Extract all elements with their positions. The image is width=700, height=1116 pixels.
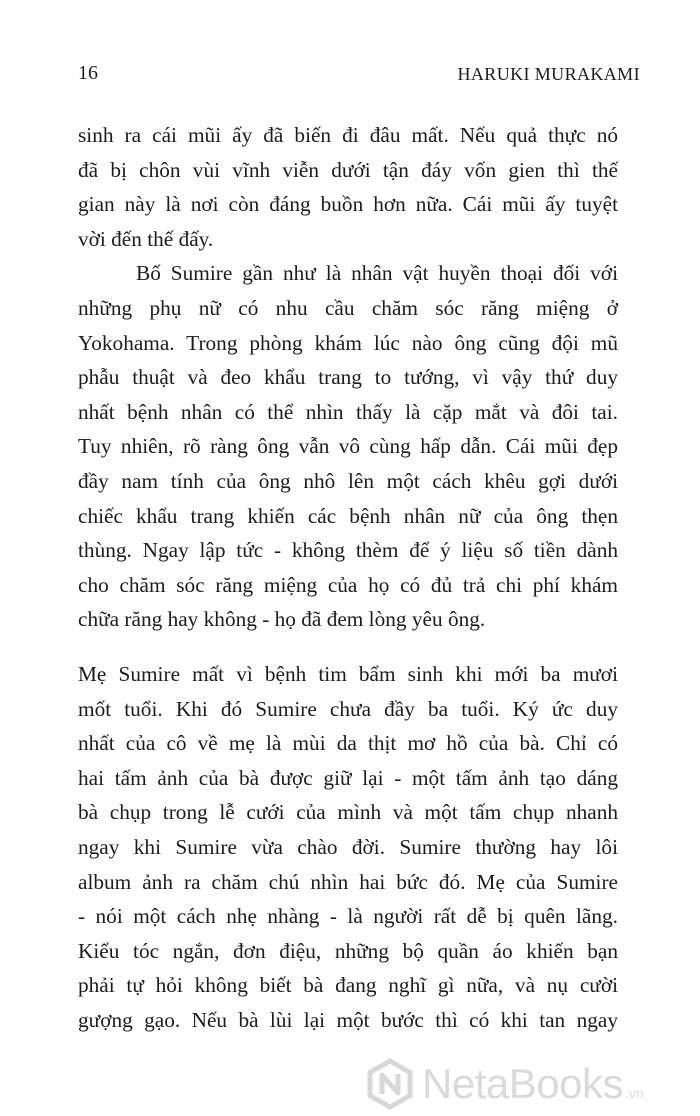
text-line: đã bị chôn vùi vĩnh viễn dưới tận đáy vốn gien thì thế (78, 157, 618, 182)
text-line: chiếc khẩu trang khiến các bệnh nhân nữ của ông thẹn (78, 503, 618, 528)
text-line: nhất của cô về mẹ là mùi da thịt mơ hồ của bà. Chỉ có (78, 731, 618, 756)
watermark (364, 1058, 644, 1110)
text-line: Tuy nhiên, rõ ràng ông vẫn vô cùng hấp dẫn. Cái mũi đẹp (78, 434, 618, 459)
text-line: hai tấm ảnh của bà được giữ lại - một tấm ảnh tạo dáng (78, 765, 618, 790)
text-line: bà chụp trong lễ cưới của mình và một tấm chụp nhanh (78, 800, 618, 825)
text-line: Yokohama. Trong phòng khám lúc nào ông cũng đội mũ (78, 330, 618, 355)
body-section-1 (78, 118, 618, 637)
text-line: album ảnh ra chăm chú nhìn hai bức đó. Mẹ của Sumire (78, 869, 618, 894)
text-line: vời đến thế đấy. (78, 226, 214, 251)
text-line: ngay khi Sumire vừa chào đời. Sumire thường hay lôi (78, 834, 618, 859)
netabooks-logo-icon (364, 1058, 416, 1110)
text-line: cho chăm sóc răng miệng của họ có đủ trả chi phí khám (78, 572, 618, 597)
text-line: thùng. Ngay lập tức - không thèm để ý liệu số tiền dành (78, 538, 618, 563)
body-section-2 (78, 657, 618, 1038)
text-line: gian này là nơi còn đáng buồn hơn nữa. Cái mũi ấy tuyệt (78, 192, 618, 217)
text-line: sinh ra cái mũi ấy đã biến đi đâu mất. Nếu quả thực nó (78, 123, 618, 147)
page-number: 16 (78, 62, 98, 84)
paragraph-first-line: Bố Sumire gần như là nhân vật huyền thoại đối với (136, 261, 618, 286)
text-line: mốt tuổi. Khi đó Sumire chưa đầy ba tuổi. Ký ức duy (78, 696, 618, 721)
running-head: HARUKI MURAKAMI (457, 64, 640, 84)
text-line: những phụ nữ có nhu cầu chăm sóc răng miệng ở (78, 295, 618, 320)
text-line: phẫu thuật và đeo khẩu trang to tướng, vì vậy thứ duy (78, 365, 618, 390)
text-line: đầy nam tính của ông nhô lên một cách khêu gợi dưới (78, 468, 618, 493)
text-line: - nói một cách nhẹ nhàng - là người rất dễ bị quên lãng. (78, 904, 618, 929)
text-line: gượng gạo. Nếu bà lùi lại một bước thì có khi tan ngay (78, 1007, 618, 1032)
text-line: phải tự hỏi không biết bà đang nghĩ gì nữa, và nụ cười (78, 973, 618, 998)
watermark-suffix: .vn (624, 1085, 644, 1101)
text-line: Kiểu tóc ngắn, đơn điệu, những bộ quần áo khiến bạn (78, 938, 618, 963)
watermark-text: NetaBooks (422, 1060, 623, 1107)
text-line: nhất bệnh nhân có thể nhìn thấy là cặp mắt và đôi tai. (78, 399, 618, 424)
text-line: chữa răng hay không - họ đã đem lòng yêu ông. (78, 607, 486, 632)
text-line: Mẹ Sumire mất vì bệnh tim bẩm sinh khi mới ba mươi (78, 662, 618, 686)
